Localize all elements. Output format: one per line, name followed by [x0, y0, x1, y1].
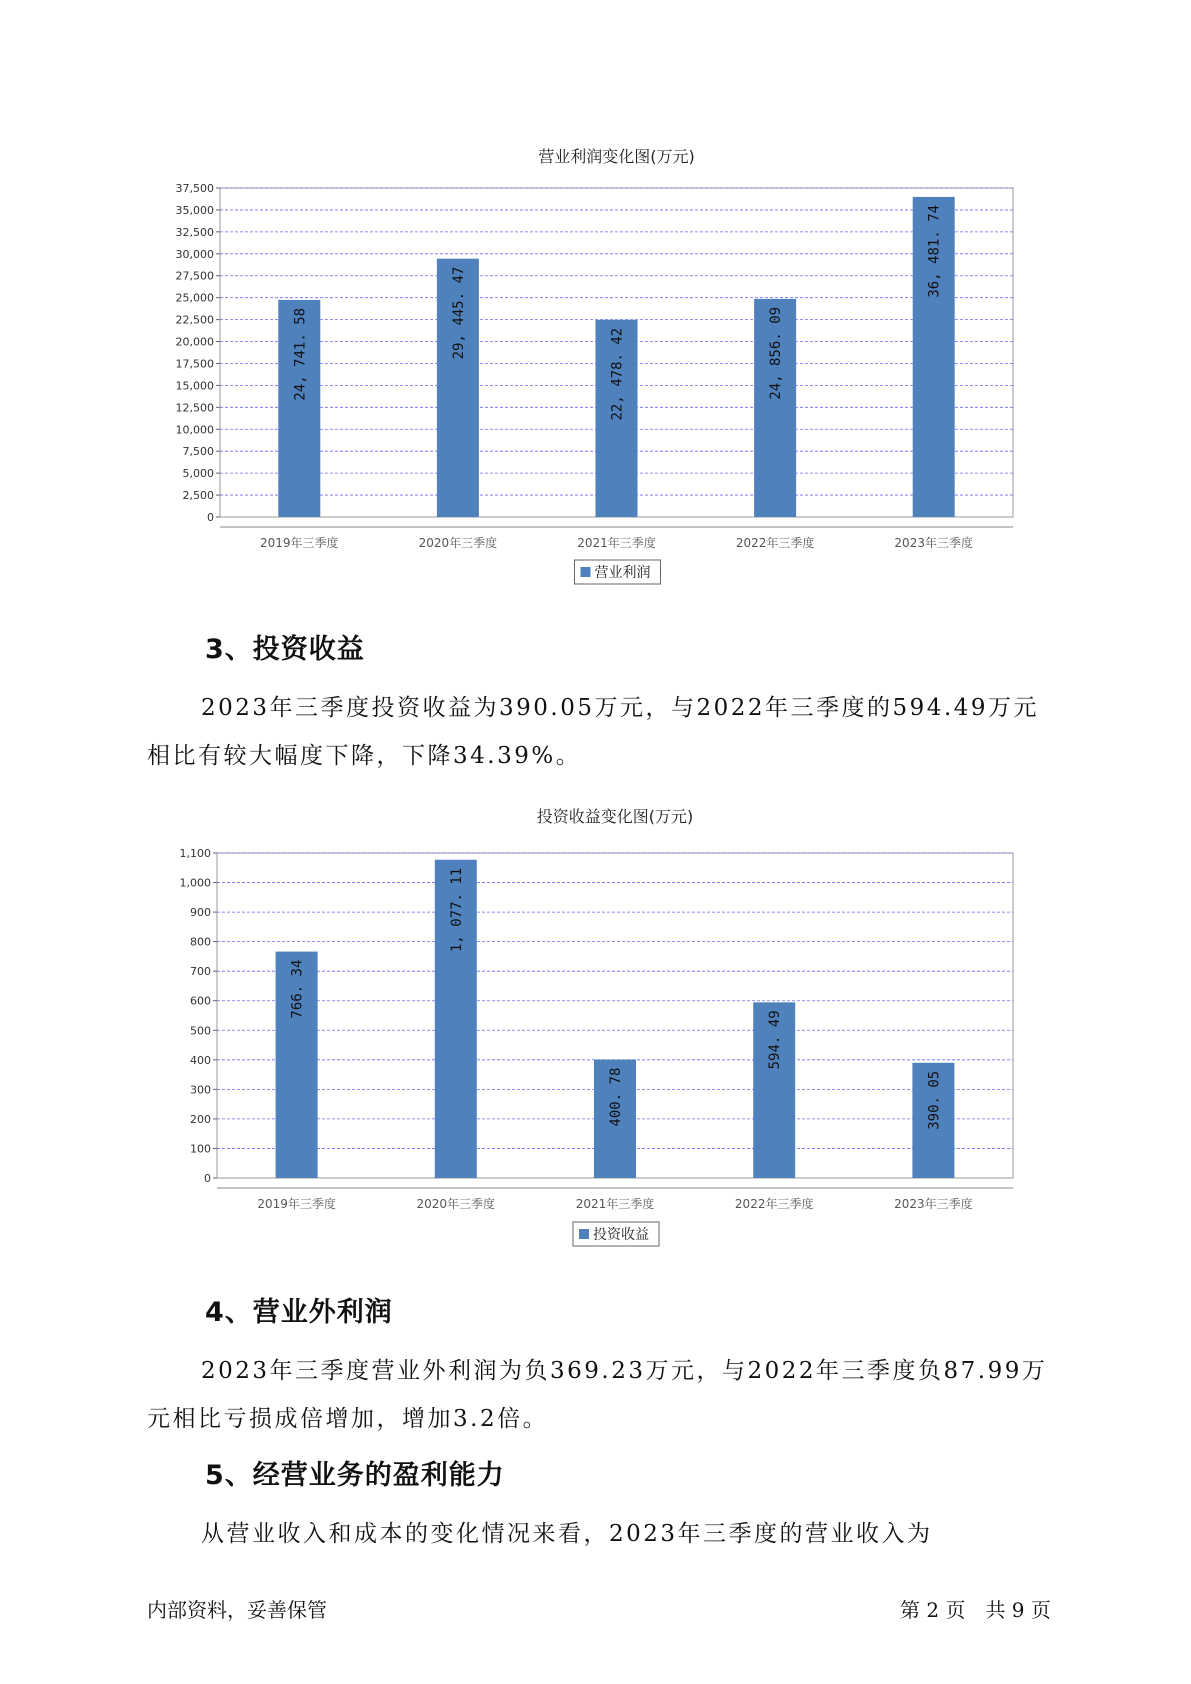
bar-value-label: 1, 077. 11	[448, 867, 465, 953]
chart-title: 投资收益变化图(万元)	[536, 807, 694, 826]
operating-profit-chart	[0, 135, 1191, 595]
bar-value-label: 390. 05	[926, 1070, 943, 1130]
y-tick-label: 27,500	[175, 269, 214, 283]
bar-value-label: 594. 49	[767, 1010, 784, 1070]
section-3-paragraph: 2023年三季度投资收益为390.05万元，与2022年三季度的594.49万元相比有较大幅度下降，下降34.39%。	[147, 695, 1040, 769]
y-tick-label: 700	[190, 965, 211, 979]
y-tick-label: 400	[190, 1053, 211, 1067]
x-tick-label: 2021年三季度	[575, 1197, 655, 1211]
y-tick-label: 15,000	[175, 379, 214, 393]
legend-swatch	[579, 1229, 589, 1239]
footer-page-number: 第 2 页 共 9 页	[900, 1598, 1051, 1622]
y-tick-label: 800	[190, 935, 211, 949]
legend-label: 营业利润	[594, 565, 651, 581]
y-tick-label: 32,500	[175, 225, 214, 239]
y-tick-label: 10,000	[175, 423, 214, 437]
section-4-heading: 4、营业外利润	[205, 1297, 393, 1328]
y-tick-label: 2,500	[182, 489, 214, 503]
operating-profit-chart-svg	[0, 135, 1191, 595]
bar-value-label: 36, 481. 74	[926, 204, 943, 298]
y-tick-label: 20,000	[175, 335, 214, 349]
x-tick-label: 2023年三季度	[894, 536, 973, 550]
y-tick-label: 17,500	[175, 357, 214, 371]
x-tick-label: 2022年三季度	[734, 1197, 814, 1211]
x-tick-label: 2019年三季度	[257, 1197, 336, 1211]
y-tick-label: 500	[190, 1024, 211, 1038]
bar-value-label: 766. 34	[289, 959, 306, 1019]
investment-income-chart	[0, 800, 1191, 1260]
bar-value-label: 29, 445. 47	[450, 266, 467, 360]
x-tick-label: 2020年三季度	[416, 1197, 496, 1211]
y-tick-label: 1,100	[179, 847, 211, 860]
y-tick-label: 900	[190, 906, 211, 920]
y-tick-label: 1,000	[179, 876, 211, 890]
legend-label: 投资收益	[593, 1227, 649, 1243]
bar-value-label: 24, 741. 58	[292, 307, 309, 401]
x-tick-label: 2022年三季度	[735, 536, 815, 550]
bar-value-label: 22, 478. 42	[609, 327, 626, 421]
y-tick-label: 12,500	[175, 401, 214, 415]
y-tick-label: 7,500	[182, 445, 214, 459]
legend-swatch	[581, 567, 591, 577]
footer-left: 内部资料，妥善保管	[147, 1598, 327, 1622]
section-5-heading: 5、经营业务的盈利能力	[205, 1460, 505, 1491]
section-5-paragraph: 从营业收入和成本的变化情况来看，2023年三季度的营业收入为	[201, 1521, 933, 1547]
x-tick-label: 2019年三季度	[260, 536, 339, 550]
y-tick-label: 25,000	[175, 291, 214, 305]
section-4-paragraph: 2023年三季度营业外利润为负369.23万元，与2022年三季度负87.99万元相比亏损成倍增加，增加3.2倍。	[147, 1358, 1048, 1432]
investment-income-chart-svg	[0, 800, 1191, 1260]
y-tick-label: 100	[190, 1142, 211, 1156]
y-tick-label: 22,500	[175, 313, 214, 327]
x-tick-label: 2021年三季度	[577, 536, 656, 550]
y-tick-label: 0	[207, 511, 214, 524]
y-tick-label: 300	[190, 1083, 211, 1097]
y-tick-label: 35,000	[175, 203, 214, 217]
y-tick-label: 600	[190, 994, 211, 1008]
section-3-heading: 3、投资收益	[205, 634, 365, 665]
chart-legend	[573, 1222, 659, 1246]
chart-title: 营业利润变化图(万元)	[538, 147, 695, 166]
bar-value-label: 24, 856. 09	[768, 306, 785, 400]
y-tick-label: 0	[204, 1172, 211, 1185]
x-tick-label: 2020年三季度	[418, 536, 498, 550]
chart-legend	[575, 560, 661, 584]
x-tick-label: 2023年三季度	[894, 1197, 973, 1211]
y-tick-label: 5,000	[182, 467, 214, 481]
bar-value-label: 400. 78	[608, 1067, 624, 1127]
y-tick-label: 30,000	[175, 247, 214, 261]
y-tick-label: 200	[190, 1112, 211, 1126]
y-tick-label: 37,500	[175, 182, 214, 195]
